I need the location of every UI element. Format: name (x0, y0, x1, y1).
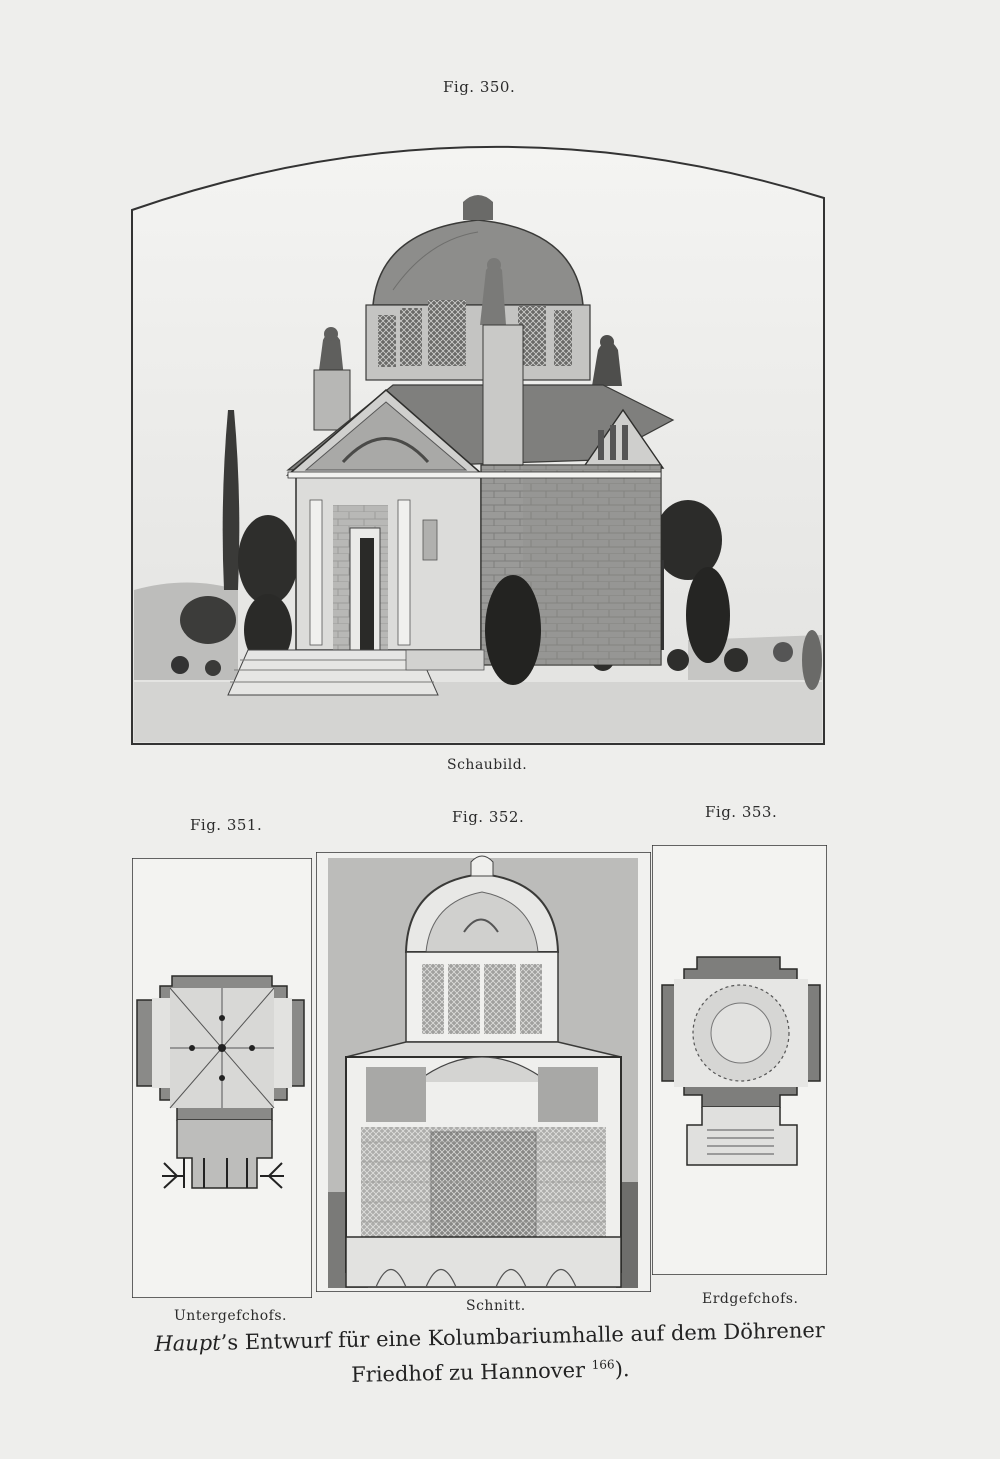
fig-350-caption: Schaubild. (447, 757, 528, 773)
fig-351-label: Fig. 351. (190, 816, 263, 834)
fig-353-caption: Erdgefchofs. (702, 1291, 799, 1307)
fig-351-caption: Untergefchofs. (174, 1308, 287, 1324)
fig-353-label: Fig. 353. (705, 803, 778, 821)
main-caption-closing: ). (614, 1357, 630, 1382)
fig-352-caption: Schnitt. (466, 1298, 526, 1314)
fig-353-ground-floor-plan (652, 845, 827, 1275)
fig-350-perspective-illustration (128, 120, 828, 748)
fig-352-label: Fig. 352. (452, 808, 525, 826)
footnote-reference: 166 (591, 1357, 615, 1372)
main-caption (139, 1315, 840, 1395)
main-caption-line-2-text: Friedhof zu Hannover (350, 1358, 586, 1387)
fig-352-section-drawing (316, 852, 651, 1292)
fig-351-lower-floor-plan (132, 858, 312, 1298)
author-name: Haupt (154, 1330, 221, 1357)
fig-350-label: Fig. 350. (443, 78, 516, 96)
main-caption-line-1-text: ’s Entwurf für eine Kolumbariumhalle auf dem Döhrener (220, 1317, 826, 1355)
